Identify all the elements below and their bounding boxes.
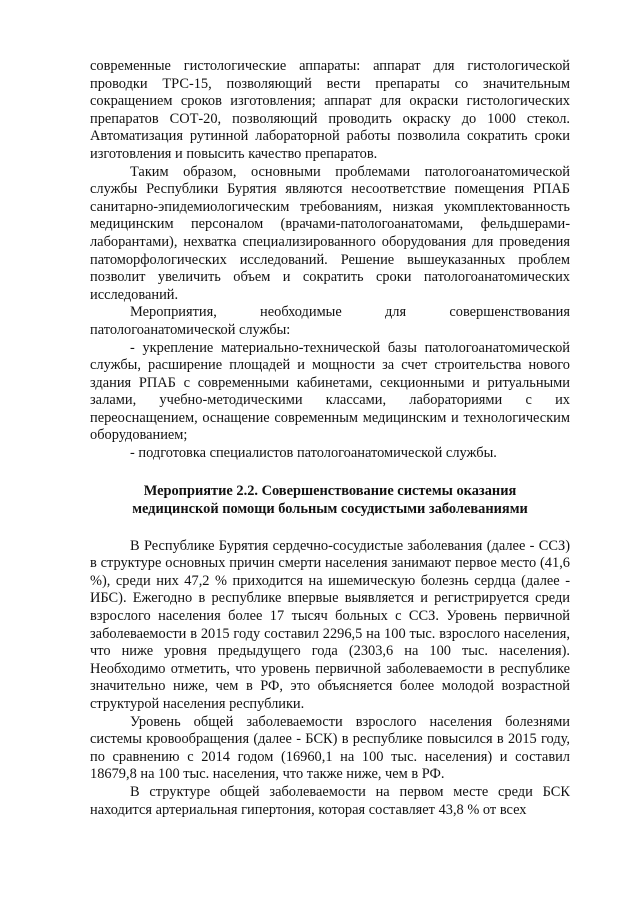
paragraph: Мероприятия, необходимые для совершенствования патологоанатомической службы: [90,304,570,338]
document-page [90,58,570,819]
paragraph: В Республике Бурятия сердечно-сосудистые заболевания (далее - ССЗ) в структуре основных причин смерти населения занимают первое место (41,6 %), среди них 47,2 % приходится на ишемическую болезнь сердца (далее - ИБС). Ежегодно в республике впервые выявляется и регистрируется среди взрослого населения более 17 тысяч больных с ССЗ. Уровень первичной заболеваемости в 2015 году составил 2296,5 на 100 тыс. взрослого населения, что ниже уровня предыдущего года (2303,6 на 100 тыс. населения). Необходимо отметить, что уровень первичной заболеваемости в республике значительно ниже, чем в РФ, это объясняется более молодой возрастной структурой населения республики. [90,537,570,712]
list-item: - укрепление материально-технической базы патологоанатомической службы, расширение площадей и мощности за счет строительства нового здания РПАБ с современными кабинетами, секционными и ритуальными залами, учебно-методическими классами, лабораториями с их переоснащением, оснащение современным медицинским и технологическим оборудованием; [90,339,570,444]
spacer [90,463,570,482]
paragraph: Таким образом, основными проблемами патологоанатомической службы Республики Бурятия являются несоответствие помещения РПАБ санитарно-эпидемиологическим требованиям, низкая укомплектованность медицинским персоналом (врачами-патологоанатомами, фельдшерами-лаборантами), нехватка специализированного оборудования для проведения патоморфологических исследований. Решение вышеуказанных проблем позволит увеличить объем и сократить сроки патологоанатомических исследований. [90,163,570,303]
paragraph: Уровень общей заболеваемости взрослого населения болезнями системы кровообращения (далее - БСК) в республике повысился в 2015 году, по сравнению с 2014 годом (16960,1 на 100 тыс. населения) и составил 18679,8 на 100 тыс. населения, что также ниже, чем в РФ. [90,713,570,783]
paragraph: современные гистологические аппараты: аппарат для гистологической проводки ТРС-15, позволяющий вести препараты со значительным сокращением сроков изготовления; аппарат для окраски гистологических препаратов СОТ-20, позволяющий проводить окраску до 1000 стекол. Автоматизация рутинной лабораторной работы позволила сократить сроки изготовления и повысить качество препаратов. [90,58,570,162]
list-item: - подготовка специалистов патологоанатомической службы. [130,445,497,462]
section-heading-line-1: Мероприятие 2.2. Совершенствование системы оказания [143,482,517,499]
spacer [90,518,570,538]
paragraph: В структуре общей заболеваемости на первом месте среди БСК находится артериальная гипертония, которая составляет 43,8 % от всех [90,783,570,818]
section-heading-line-2: медицинской помощи больным сосудистыми заболеваниями [132,500,528,517]
